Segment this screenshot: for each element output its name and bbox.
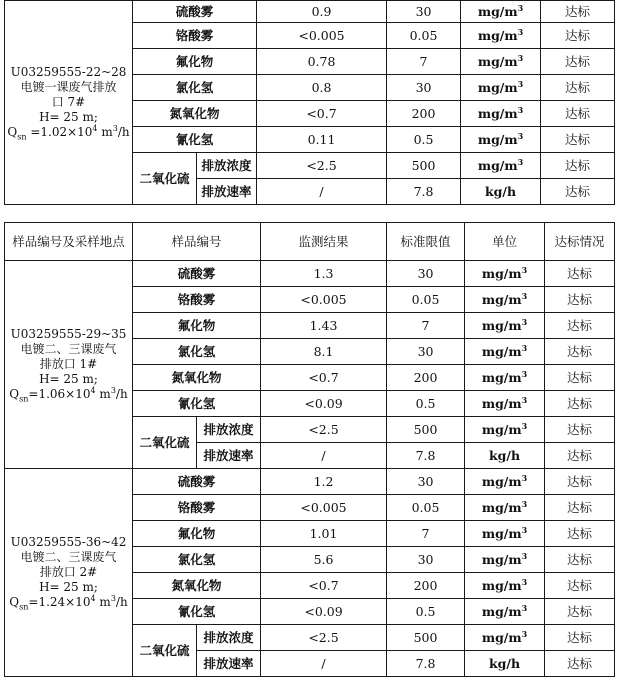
sampling-site-cell xyxy=(5,261,133,469)
site-name: 电镀二、三课废气 xyxy=(20,342,117,356)
pollutant-name: 二氧化硫 xyxy=(133,153,197,205)
unit-cell: $mg/m^3$ xyxy=(465,287,545,313)
column-header-result: 监测结果 xyxy=(261,223,387,261)
site-id: U03259555-22~28 xyxy=(10,65,127,79)
unit-cell: $mg/m^3$ xyxy=(461,23,541,49)
unit-cell: $mg/m^3$ xyxy=(465,261,545,287)
monitoring-result: <2.5 xyxy=(257,153,387,179)
standard-limit: 200 xyxy=(387,573,465,599)
compliance-status: 达标 xyxy=(545,417,615,443)
column-header-unit: 单位 xyxy=(465,223,545,261)
monitoring-result: <2.5 xyxy=(261,625,387,651)
monitoring-result: 0.78 xyxy=(257,49,387,75)
sub-item-label: 排放速率 xyxy=(197,651,261,677)
compliance-status: 达标 xyxy=(545,443,615,469)
unit-cell: $mg/m^3$ xyxy=(461,101,541,127)
monitoring-result: 5.6 xyxy=(261,547,387,573)
site-name-cont: 排放口 2# xyxy=(39,565,98,579)
monitoring-result: <0.7 xyxy=(261,365,387,391)
monitoring-result: / xyxy=(261,443,387,469)
site-id: U03259555-36~42 xyxy=(10,535,127,549)
unit-cell: $mg/m^3$ xyxy=(465,495,545,521)
unit-cell: $mg/m^3$ xyxy=(461,1,541,23)
pollutant-name: 铬酸雾 xyxy=(133,287,261,313)
pollutant-name: 氯化氢 xyxy=(133,75,257,101)
standard-limit: 500 xyxy=(387,417,465,443)
compliance-status: 达标 xyxy=(541,153,615,179)
pollutant-name: 二氧化硫 xyxy=(133,417,197,469)
unit-cell: $mg/m^3$ xyxy=(461,49,541,75)
standard-limit: 0.05 xyxy=(387,495,465,521)
column-header-limit: 标准限值 xyxy=(387,223,465,261)
pollutant-name: 氟化物 xyxy=(133,521,261,547)
pollutant-name: 硫酸雾 xyxy=(133,261,261,287)
compliance-status: 达标 xyxy=(545,547,615,573)
pollutant-name: 氯化氢 xyxy=(133,339,261,365)
compliance-status: 达标 xyxy=(545,313,615,339)
site-id: U03259555-29~35 xyxy=(10,327,127,341)
pollutant-name: 氟化物 xyxy=(133,49,257,75)
compliance-status: 达标 xyxy=(545,261,615,287)
pollutant-name: 硫酸雾 xyxy=(133,1,257,23)
pollutant-name: 铬酸雾 xyxy=(133,495,261,521)
monitoring-result: <0.09 xyxy=(261,391,387,417)
unit-cell: $mg/m^3$ xyxy=(461,75,541,101)
unit-cell: $mg/m^3$ xyxy=(465,521,545,547)
standard-limit: 7 xyxy=(387,49,461,75)
monitoring-result: 8.1 xyxy=(261,339,387,365)
column-header-status: 达标情况 xyxy=(545,223,615,261)
unit-cell: $mg/m^3$ xyxy=(461,127,541,153)
unit-cell: kg/h xyxy=(465,443,545,469)
unit-cell: $mg/m^3$ xyxy=(465,339,545,365)
standard-limit: 200 xyxy=(387,101,461,127)
unit-cell: $mg/m^3$ xyxy=(465,313,545,339)
monitoring-result: 1.01 xyxy=(261,521,387,547)
monitoring-result: <0.005 xyxy=(261,287,387,313)
standard-limit: 30 xyxy=(387,339,465,365)
sub-item-label: 排放浓度 xyxy=(197,153,257,179)
standard-limit: 7.8 xyxy=(387,179,461,205)
standard-limit: 0.5 xyxy=(387,599,465,625)
stack-height: H= 25 m; xyxy=(39,372,98,386)
standard-limit: 30 xyxy=(387,261,465,287)
monitoring-result: 1.2 xyxy=(261,469,387,495)
monitoring-result: <0.7 xyxy=(257,101,387,127)
monitoring-result: / xyxy=(257,179,387,205)
standard-limit: 7 xyxy=(387,313,465,339)
monitoring-table-top xyxy=(4,0,615,205)
unit-cell: kg/h xyxy=(465,651,545,677)
standard-limit: 30 xyxy=(387,469,465,495)
stack-height: H= 25 m; xyxy=(39,110,98,124)
standard-limit: 0.05 xyxy=(387,287,465,313)
compliance-status: 达标 xyxy=(545,651,615,677)
standard-limit: 500 xyxy=(387,625,465,651)
standard-limit: 0.5 xyxy=(387,127,461,153)
monitoring-result: 0.9 xyxy=(257,1,387,23)
monitoring-result: / xyxy=(261,651,387,677)
stack-height: H= 25 m; xyxy=(39,580,98,594)
compliance-status: 达标 xyxy=(545,287,615,313)
standard-limit: 30 xyxy=(387,1,461,23)
compliance-status: 达标 xyxy=(545,495,615,521)
standard-limit: 7.8 xyxy=(387,443,465,469)
standard-limit: 200 xyxy=(387,365,465,391)
compliance-status: 达标 xyxy=(541,23,615,49)
pollutant-name: 硫酸雾 xyxy=(133,469,261,495)
standard-limit: 7 xyxy=(387,521,465,547)
pollutant-name: 二氧化硫 xyxy=(133,625,197,677)
monitoring-result: 0.11 xyxy=(257,127,387,153)
monitoring-result: <0.09 xyxy=(261,599,387,625)
flow-rate: $Q_{sn} =1.02\times 10^4$ $m^3/h$ xyxy=(7,124,130,142)
standard-limit: 0.5 xyxy=(387,391,465,417)
unit-cell: $mg/m^3$ xyxy=(465,625,545,651)
sub-item-label: 排放速率 xyxy=(197,179,257,205)
sampling-site-cell xyxy=(5,469,133,677)
standard-limit: 0.05 xyxy=(387,23,461,49)
unit-cell: $mg/m^3$ xyxy=(465,547,545,573)
site-name: 电镀一课废气排放 xyxy=(20,80,117,94)
compliance-status: 达标 xyxy=(541,49,615,75)
pollutant-name: 氰化氢 xyxy=(133,599,261,625)
compliance-status: 达标 xyxy=(545,599,615,625)
site-name-cont: 口 7# xyxy=(51,95,86,109)
monitoring-result: <2.5 xyxy=(261,417,387,443)
compliance-status: 达标 xyxy=(545,521,615,547)
monitoring-result: <0.005 xyxy=(261,495,387,521)
monitoring-result: <0.7 xyxy=(261,573,387,599)
pollutant-name: 氮氧化物 xyxy=(133,365,261,391)
pollutant-name: 铬酸雾 xyxy=(133,23,257,49)
standard-limit: 30 xyxy=(387,75,461,101)
compliance-status: 达标 xyxy=(541,1,615,23)
pollutant-name: 氮氧化物 xyxy=(133,101,257,127)
unit-cell: kg/h xyxy=(461,179,541,205)
monitoring-table-main xyxy=(4,222,615,677)
table-header-row xyxy=(5,223,615,261)
monitoring-result: <0.005 xyxy=(257,23,387,49)
pollutant-name: 氯化氢 xyxy=(133,547,261,573)
table-row xyxy=(5,261,615,287)
pollutant-name: 氰化氢 xyxy=(133,127,257,153)
standard-limit: 30 xyxy=(387,547,465,573)
pollutant-name: 氟化物 xyxy=(133,313,261,339)
monitoring-result: 1.3 xyxy=(261,261,387,287)
sampling-site-cell xyxy=(5,1,133,205)
compliance-status: 达标 xyxy=(545,573,615,599)
standard-limit: 500 xyxy=(387,153,461,179)
compliance-status: 达标 xyxy=(545,339,615,365)
unit-cell: $mg/m^3$ xyxy=(465,573,545,599)
compliance-status: 达标 xyxy=(545,469,615,495)
pollutant-name: 氰化氢 xyxy=(133,391,261,417)
unit-cell: $mg/m^3$ xyxy=(465,599,545,625)
flow-rate: $Q_{sn}=1.24\times 10^4$ $m^3/h$ xyxy=(9,594,128,612)
pollutant-name: 氮氧化物 xyxy=(133,573,261,599)
compliance-status: 达标 xyxy=(541,179,615,205)
sub-item-label: 排放浓度 xyxy=(197,417,261,443)
sub-item-label: 排放速率 xyxy=(197,443,261,469)
column-header-site: 样品编号及采样地点 xyxy=(5,223,133,261)
unit-cell: $mg/m^3$ xyxy=(465,469,545,495)
compliance-status: 达标 xyxy=(545,391,615,417)
site-name-cont: 排放口 1# xyxy=(39,357,98,371)
column-header-item: 样品编号 xyxy=(133,223,261,261)
compliance-status: 达标 xyxy=(545,365,615,391)
flow-rate: $Q_{sn}=1.06\times 10^4$ $m^3/h$ xyxy=(9,386,128,404)
unit-cell: $mg/m^3$ xyxy=(465,391,545,417)
site-name: 电镀二、三课废气 xyxy=(20,550,117,564)
unit-cell: $mg/m^3$ xyxy=(465,417,545,443)
standard-limit: 7.8 xyxy=(387,651,465,677)
compliance-status: 达标 xyxy=(541,101,615,127)
compliance-status: 达标 xyxy=(541,127,615,153)
table-row xyxy=(5,469,615,495)
unit-cell: $mg/m^3$ xyxy=(465,365,545,391)
sub-item-label: 排放浓度 xyxy=(197,625,261,651)
monitoring-result: 1.43 xyxy=(261,313,387,339)
table-row xyxy=(5,1,615,23)
compliance-status: 达标 xyxy=(545,625,615,651)
monitoring-result: 0.8 xyxy=(257,75,387,101)
unit-cell: $mg/m^3$ xyxy=(461,153,541,179)
compliance-status: 达标 xyxy=(541,75,615,101)
